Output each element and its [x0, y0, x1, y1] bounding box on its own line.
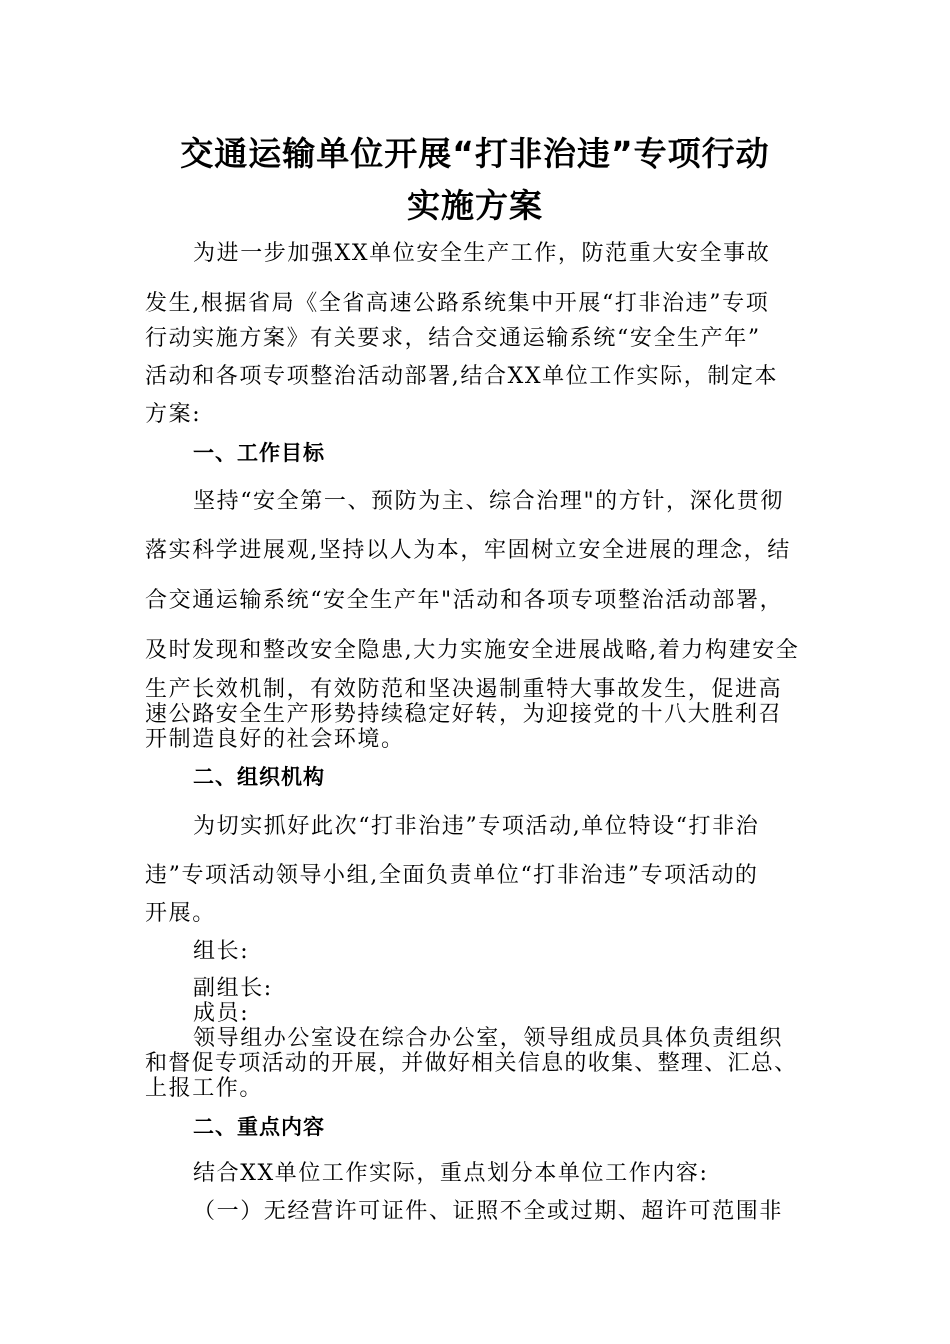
- section-heading-organization: 二、组织机构: [193, 765, 325, 789]
- paragraph-line: 合交通运输系统“安全生产年"活动和各项专项整治活动部署，: [145, 588, 784, 613]
- intro-line: 发生,根据省局《全省高速公路系统集中开展“打非治违”专项: [145, 291, 770, 316]
- paragraph-line: 及时发现和整改安全隐患,大力实施安全进展战略,着力构建安全: [145, 638, 800, 663]
- members-line: 成员:: [193, 1001, 250, 1026]
- leader-line: 组长:: [193, 939, 250, 964]
- intro-line: 行动实施方案》有关要求，结合交通运输系统“安全生产年”: [145, 326, 761, 351]
- paragraph-line: 生产长效机制，有效防范和坚决遏制重特大事故发生，促进高: [145, 677, 783, 702]
- paragraph-line: 为切实抓好此次“打非治违”专项活动,单位特设“打非治: [193, 814, 760, 839]
- paragraph-line: 领导组办公室设在综合办公室，领导组成员具体负责组织: [193, 1026, 784, 1051]
- paragraph-line: （一）无经营许可证件、证照不全或过期、超许可范围非: [193, 1199, 784, 1224]
- intro-line: 为进一步加强XX单位安全生产工作，防范重大安全事故: [193, 241, 771, 266]
- paragraph-line: 开展。: [145, 901, 216, 926]
- deputy-leader-line: 副组长:: [193, 976, 273, 1001]
- paragraph-line: 坚持“安全第一、预防为主、综合治理"的方针，深化贯彻: [193, 489, 784, 514]
- paragraph-line: 上报工作。: [145, 1076, 264, 1101]
- paragraph-line: 开制造良好的社会环境。: [145, 727, 405, 752]
- paragraph-line: 落实科学进展观,坚持以人为本，牢固树立安全进展的理念，结: [145, 538, 791, 563]
- section-heading-key-content: 二、重点内容: [193, 1115, 325, 1139]
- document-title-line-1: 交通运输单位开展“打非治违”专项行动: [180, 134, 770, 173]
- paragraph-line: 和督促专项活动的开展，并做好相关信息的收集、整理、汇总、: [145, 1051, 798, 1076]
- section-heading-goals: 一、工作目标: [193, 441, 325, 465]
- paragraph-line: 速公路安全生产形势持续稳定好转，为迎接党的十八大胜利召: [145, 702, 783, 727]
- intro-line: 方案:: [145, 402, 202, 427]
- paragraph-line: 结合XX单位工作实际，重点划分本单位工作内容:: [193, 1161, 709, 1186]
- intro-line: 活动和各项专项整治活动部署,结合XX单位工作实际，制定本: [145, 364, 779, 389]
- paragraph-line: 违”专项活动领导小组,全面负责单位“打非治违”专项活动的: [145, 863, 759, 888]
- document-title-line-2: 实施方案: [407, 186, 543, 225]
